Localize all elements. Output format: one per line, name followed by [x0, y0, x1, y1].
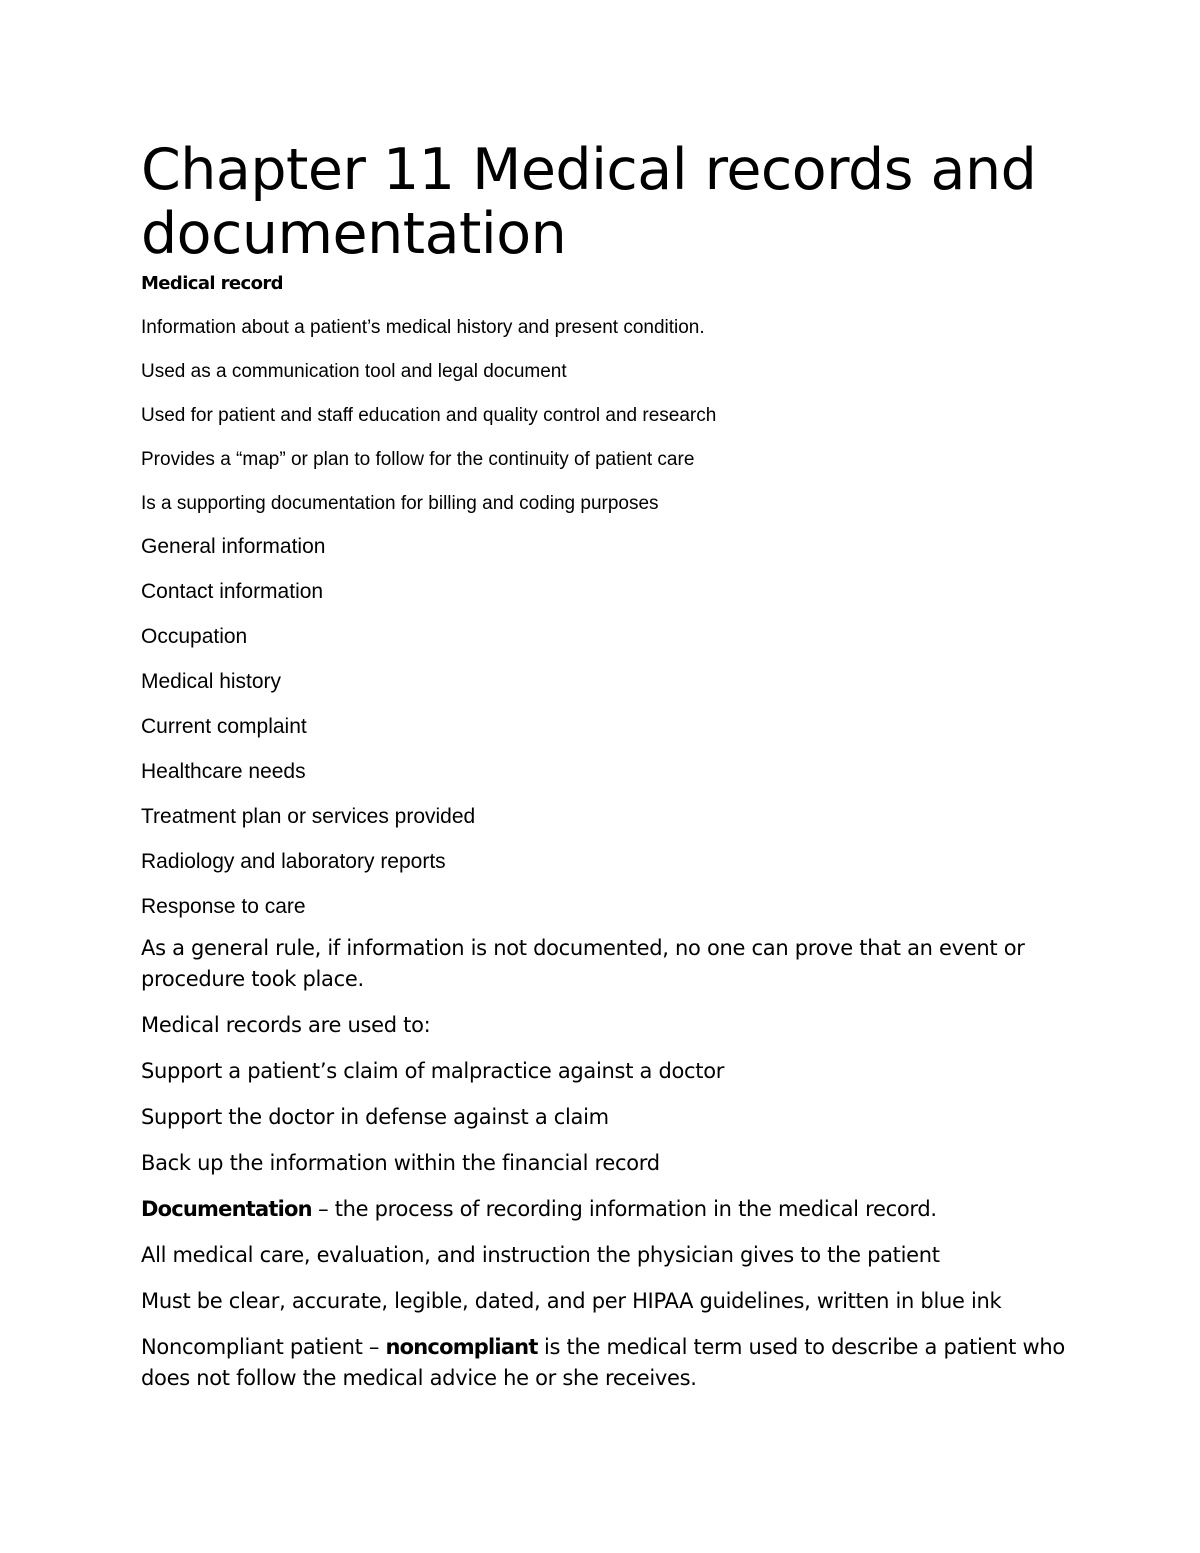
text-line: Information about a patient’s medical history and present condition. — [141, 317, 705, 338]
must-paragraph: Must be clear, accurate, legible, dated, and per HIPAA guidelines, written in blue ink — [141, 1289, 1002, 1313]
noncompliant-lead: Noncompliant patient – — [141, 1335, 386, 1359]
used-to-paragraph: Medical records are used to: — [141, 1013, 431, 1037]
record-content-item: Radiology and laboratory reports — [141, 850, 446, 873]
record-content-item: Current complaint — [141, 715, 307, 738]
use-item: Support the doctor in defense against a claim — [141, 1105, 609, 1129]
record-content-item: Response to care — [141, 895, 306, 918]
use-item: Back up the information within the financial record — [141, 1151, 660, 1175]
document-page — [141, 138, 1071, 1394]
documentation-term: Documentation — [141, 1197, 312, 1221]
text-line: Is a supporting documentation for billing and coding purposes — [141, 493, 659, 514]
record-content-item: General information — [141, 535, 326, 558]
record-content-item: Contact information — [141, 580, 324, 603]
noncompliant-term: noncompliant — [385, 1335, 538, 1359]
record-content-item: Healthcare needs — [141, 760, 306, 783]
text-line: Used as a communication tool and legal document — [141, 361, 567, 382]
page-title: Chapter 11 Medical records and documentation — [141, 137, 1037, 267]
record-content-item: Medical history — [141, 670, 282, 693]
use-item: Support a patient’s claim of malpractice against a doctor — [141, 1059, 725, 1083]
general-rule-paragraph: As a general rule, if information is not documented, no one can prove that an event or procedure took place. — [141, 936, 1025, 991]
text-line: Provides a “map” or plan to follow for the continuity of patient care — [141, 449, 695, 470]
noncompliant-paragraph — [141, 1332, 1071, 1394]
noncompliant-rest: is the medical term used to describe a patient who does not follow the medical advice he or she receives. — [141, 1335, 1065, 1390]
documentation-definition-text: – the process of recording information in the medical record. — [311, 1197, 937, 1221]
text-line: Used for patient and staff education and quality control and research — [141, 405, 717, 426]
documentation-definition — [141, 1194, 1071, 1225]
record-content-item: Treatment plan or services provided — [141, 805, 476, 828]
section-heading-medical-record: Medical record — [141, 273, 283, 294]
record-content-item: Occupation — [141, 625, 248, 648]
care-paragraph: All medical care, evaluation, and instruction the physician gives to the patient — [141, 1243, 940, 1267]
